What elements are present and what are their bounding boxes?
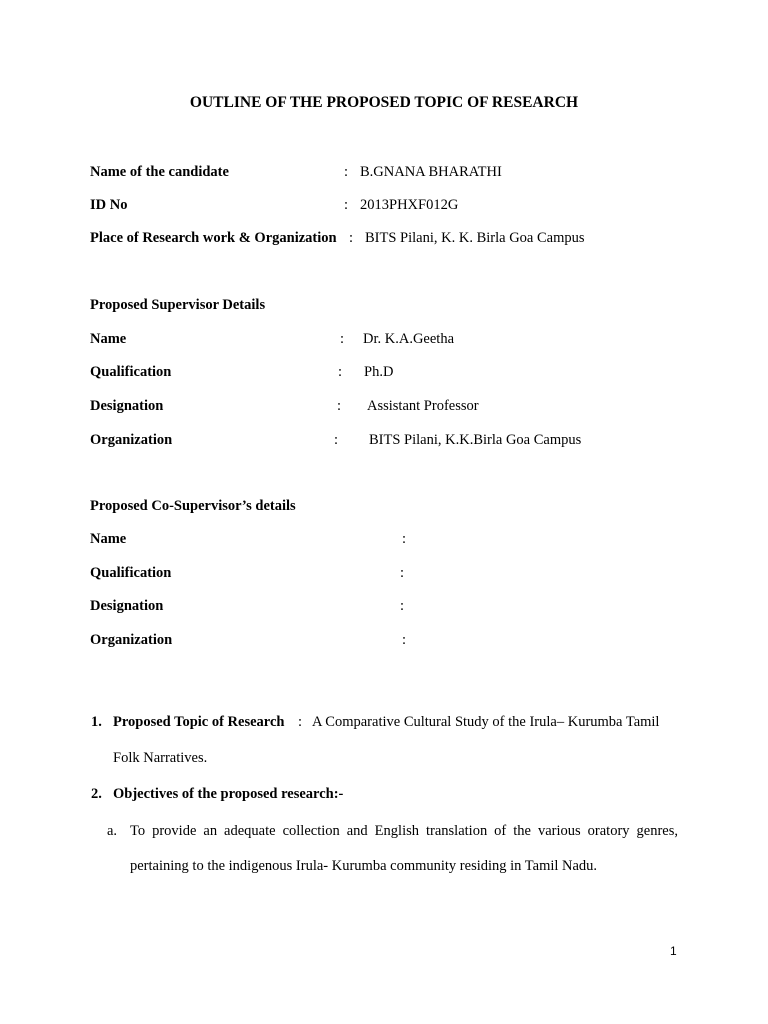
section-1-colon: : [298,714,303,730]
co-supervisor-designation-label: Designation [90,598,164,614]
research-place-label: Place of Research work & Organization [90,230,337,246]
section-1-number: 1. [91,714,102,730]
co-supervisor-designation-colon: : [400,598,405,614]
supervisor-qualification-colon: : [338,364,343,380]
supervisor-designation-colon: : [337,398,342,414]
co-supervisor-qualification-colon: : [400,565,405,581]
supervisor-heading: Proposed Supervisor Details [90,297,266,313]
objective-a-line-2: pertaining to the indigenous Irula- Kurumba community residing in Tamil Nadu. [130,858,598,874]
section-1-topic-line-1: A Comparative Cultural Study of the Irula– Kurumba Tamil [312,714,660,730]
co-supervisor-heading: Proposed Co-Supervisor’s details [90,498,296,514]
supervisor-organization-value: BITS Pilani, K.K.Birla Goa Campus [369,432,582,448]
candidate-id-label: ID No [90,197,128,213]
supervisor-name-label: Name [90,331,127,347]
research-place-value: BITS Pilani, K. K. Birla Goa Campus [365,230,585,246]
supervisor-designation-label: Designation [90,398,164,414]
candidate-name-label: Name of the candidate [90,164,229,180]
candidate-name-colon: : [344,164,349,180]
candidate-name-value: B.GNANA BHARATHI [360,164,502,180]
page-number: 1 [670,944,677,958]
objective-a-letter: a. [107,823,118,839]
candidate-id-colon: : [344,197,349,213]
co-supervisor-qualification-label: Qualification [90,565,172,581]
section-1-label: Proposed Topic of Research [113,714,285,730]
supervisor-organization-label: Organization [90,432,173,448]
co-supervisor-name-colon: : [402,531,407,547]
candidate-id-value: 2013PHXF012G [360,197,459,213]
section-2-number: 2. [91,786,102,802]
supervisor-name-value: Dr. K.A.Geetha [363,331,455,347]
objective-a-line-1: To provide an adequate collection and English translation of the various oratory genres, [130,823,678,839]
co-supervisor-name-label: Name [90,531,127,547]
co-supervisor-organization-colon: : [402,632,407,648]
research-place-colon: : [349,230,354,246]
supervisor-qualification-label: Qualification [90,364,172,380]
supervisor-name-colon: : [340,331,345,347]
section-1-topic-line-2: Folk Narratives. [113,750,208,766]
document-title: OUTLINE OF THE PROPOSED TOPIC OF RESEARCH [189,94,579,111]
supervisor-organization-colon: : [334,432,339,448]
co-supervisor-organization-label: Organization [90,632,173,648]
supervisor-designation-value: Assistant Professor [367,398,479,414]
section-2-label: Objectives of the proposed research:- [113,786,344,802]
supervisor-qualification-value: Ph.D [364,364,394,380]
